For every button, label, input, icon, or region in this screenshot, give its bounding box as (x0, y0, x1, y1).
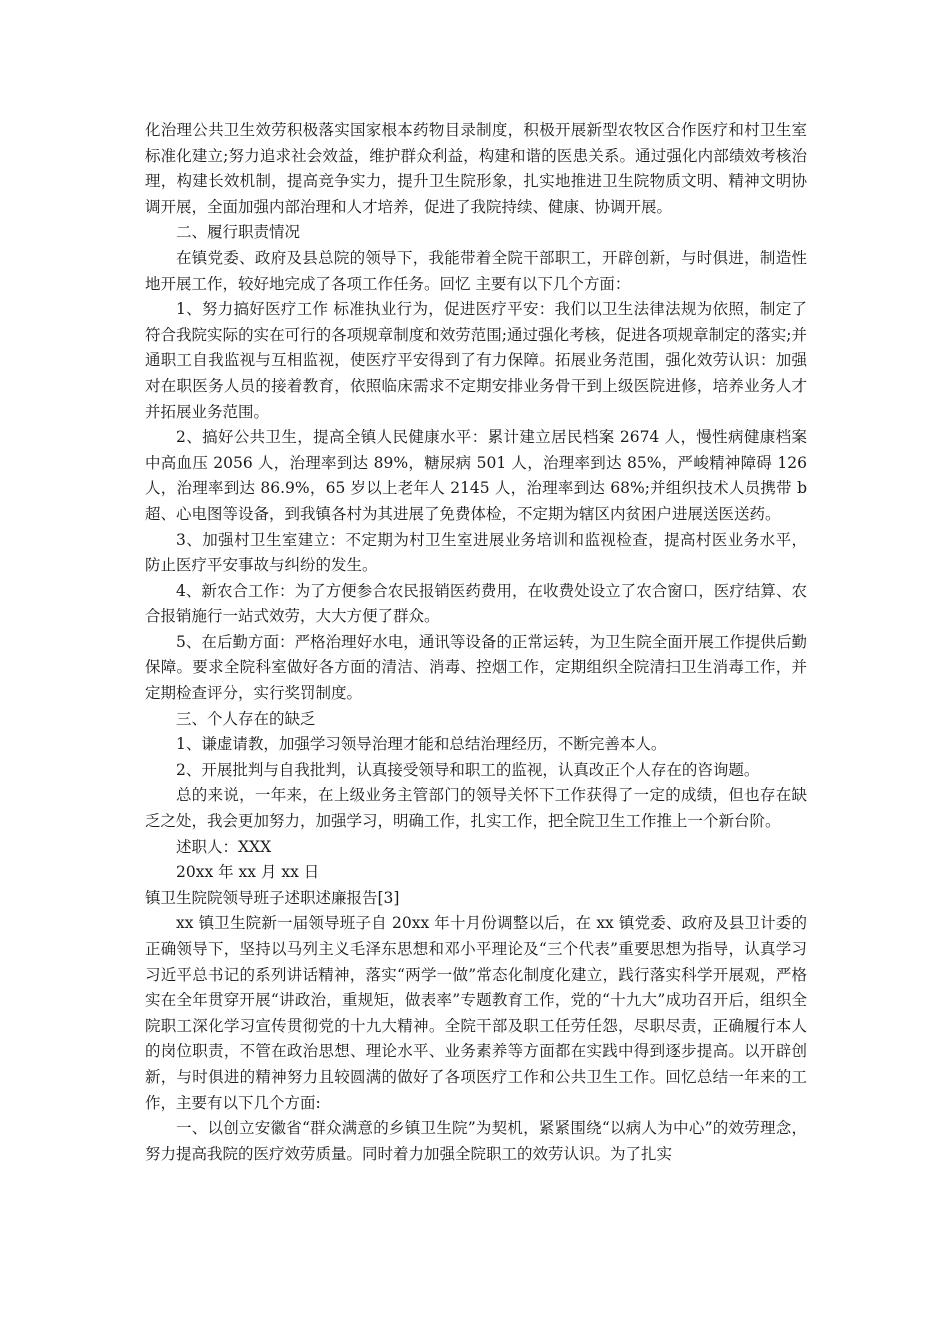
report-title: 镇卫生院院领导班子述职述廉报告[3] (145, 888, 400, 907)
signature-line: 述职人：XXX (176, 837, 272, 856)
paragraph-report-intro: xx 镇卫生院新一届领导班子自 20xx 年十月份调整以后，在 xx 镇党委、政府及县卫计委的正确领导下，坚持以马列主义毛泽东思想和邓小平理论及“三个代表”重要思想为指导，认真学习习近平总书记的系列讲话精神，落实“两学一做”常态化制度化建立，践行落实科学开展观，严格实在全年贯穿开展“讲政治，重规矩，做表率”专题教育工作，党的“十九大”成功召开后，组织全院职工深化学习宣传贯彻党的十九大精神。全院干部及职工任劳任怨，尽职尽责，正确履行本人的岗位职责，不管在政治思想、理论水平、业务素养等方面都在实践中得到逐步提高。以开辟创新，与时俱进的精神努力且较圆满的做好了各项医疗工作和公共卫生工作。回忆总结一年来的工作，主要有以下几个方面: (145, 914, 807, 1112)
paragraph-shortcoming-1: 1、谦虚请教，加强学习领导治理才能和总结治理经历，不断完善本人。 (176, 735, 667, 754)
paragraph-shortcoming-2: 2、开展批判与自我批判，认真接受领导和职工的监视，认真改正个人存在的咨询题。 (176, 760, 760, 779)
document-body (145, 118, 807, 1167)
paragraph-summary: 总的来说，一年来，在上级业务主管部门的领导关怀下工作获得了一定的成绩，但也存在缺乏之处，我会更加努力，加强学习，明确工作，扎实工作，把全院卫生工作推上一个新台阶。 (145, 786, 807, 831)
paragraph-item-medical-work: 1、努力搞好医疗工作 标准执业行为，促进医疗平安：我们以卫生法律法规为依照，制定了符合我院实际的实在可行的各项规章制度和效劳范围;通过强化考核，促进各项规章制定的落实;并通职工自我监视与互相监视，使医疗平安得到了有力保障。拓展业务范围，强化效劳认识：加强对在职医务人员的接着教育，依照临床需求不定期安排业务骨干到上级医院进修，培养业务人才并拓展业务范围。 (145, 300, 807, 421)
paragraph-intro-continued: 化治理公共卫生效劳积极落实国家根本药物目录制度，积极开展新型农牧区合作医疗和村卫生室标准化建立;努力追求社会效益，维护群众利益，构建和谐的医患关系。通过强化内部绩效考核治理，构建长效机制，提高竞争实力，提升卫生院形象，扎实地推进卫生院物质文明、精神文明协调开展，全面加强内部治理和人才培养，促进了我院持续、健康、协调开展。 (145, 121, 807, 216)
paragraph-item-rural-insurance: 4、新农合工作：为了方便参合农民报销医药费用，在收费处设立了农合窗口，医疗结算、农合报销施行一站式效劳，大大方便了群众。 (145, 581, 807, 626)
paragraph-item-public-health: 2、搞好公共卫生，提高全镇人民健康水平：累计建立居民档案 2674 人，慢性病健康档案中高血压 2056 人，治理率到达 89%，糖尿病 501 人，治理率到达 85%，严峻精神障碍 126 人，治理率到达 86.9%，65 岁以上老年人 2145 人，治理率到达 68%;并组织技术人员携带 b 超、心电图等设备，到我镇各村为其进展了免费体检，不定期为辖区内贫困户进展送医送药。 (145, 428, 807, 523)
paragraph-item-village-clinics: 3、加强村卫生室建立：不定期为村卫生室进展业务培训和监视检查，提高村医业务水平， 防止医疗平安事故与纠纷的发生。 (145, 530, 807, 575)
date-line: 20xx 年 xx 月 xx 日 (176, 863, 320, 882)
section-heading-shortcomings: 三、个人存在的缺乏 (176, 709, 316, 728)
paragraph-report-item-1: 一、以创立安徽省“群众满意的乡镇卫生院”为契机，紧紧围绕“以病人为中心”的效劳理念，努力提高我院的医疗效劳质量。同时着力加强全院职工的效劳认识。为了扎实 (145, 1119, 807, 1163)
paragraph-duties-overview: 在镇党委、政府及县总院的领导下，我能带着全院干部职工，开辟创新，与时俱进，制造性地开展工作，较好地完成了各项工作任务。回忆 主要有以下几个方面： (145, 248, 807, 293)
section-heading-duties: 二、履行职责情况 (176, 223, 301, 242)
paragraph-item-logistics: 5、在后勤方面：严格治理好水电，通讯等设备的正常运转，为卫生院全面开展工作提供后勤保障。要求全院科室做好各方面的清洁、消毒、控烟工作，定期组织全院清扫卫生消毒工作，并定期检查评分，实行奖罚制度。 (145, 632, 807, 703)
